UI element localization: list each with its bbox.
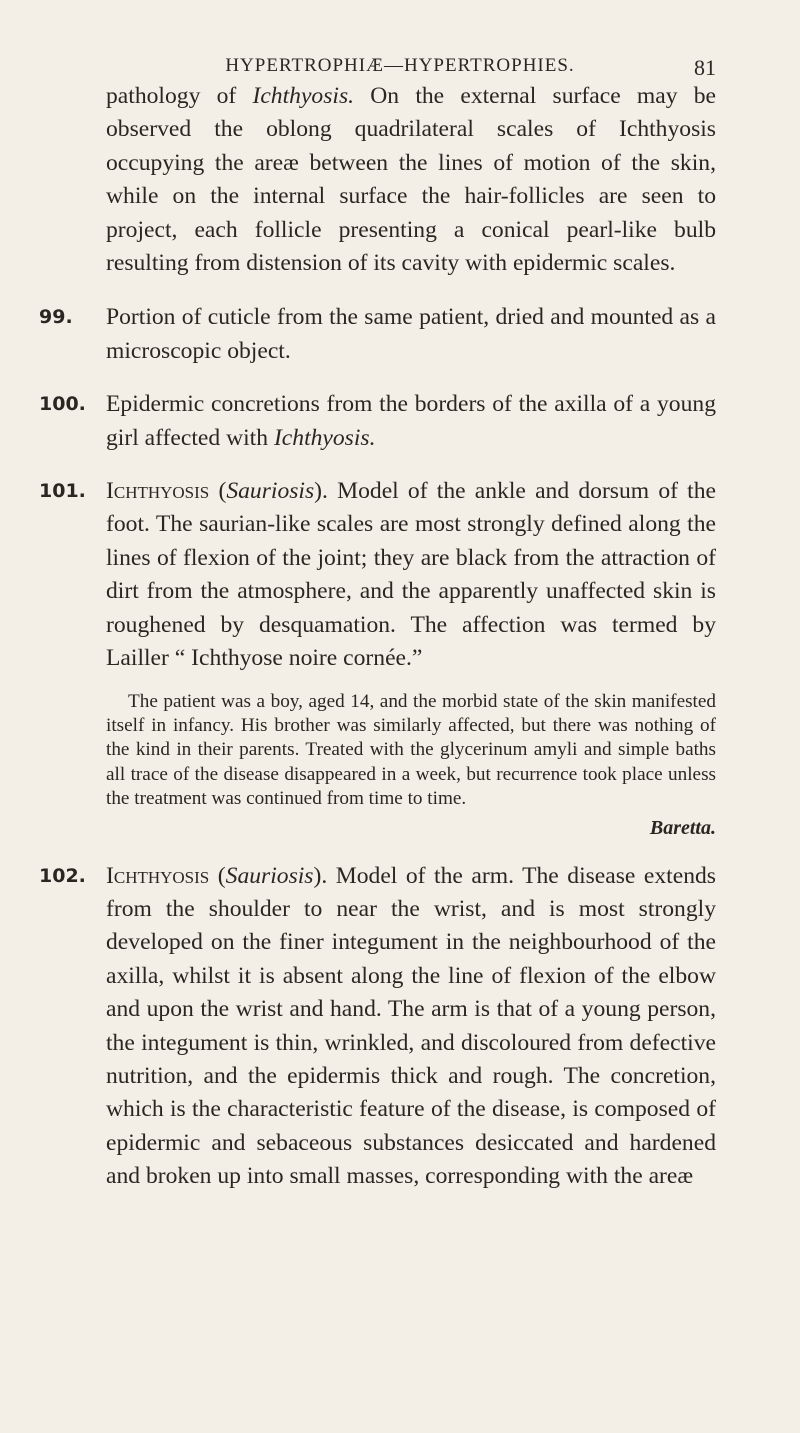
entry-text: Portion of cuticle from the same patient, dried and mounted as a microscopic object.: [106, 304, 716, 364]
intro-paragraph: pathology of Ichthyosis. On the external surface may be observed the oblong quadrilateral scales of Ichthyosis occupying the areæ between the lines of motion of the skin, while on the internal surface the hair-follicles are seen to project, each follicle presenting a conical pearl-like bulb resulting from distension of its cavity with epidermic scales.: [106, 83, 716, 277]
entry-number: 100.: [39, 393, 86, 416]
entry-text: Ichthyosis (Sauriosis). Model of the ankle and dorsum of the foot. The saurian-like scales are most strongly defined along the lines of flexion of the joint; they are black from the attraction of dirt from the atmosphere, and the apparently unaffected skin is roughened by desquamation. The affection was termed by Lailler “ Ichthyose noire cornée.”: [106, 478, 716, 672]
page-body: [39, 80, 716, 1194]
entry-102: [39, 860, 716, 1194]
signature: Baretta.: [649, 816, 716, 839]
entry-100: [39, 388, 716, 455]
entry-99: [39, 301, 716, 368]
entry-number: 101.: [39, 480, 86, 503]
entry-101: [39, 475, 716, 841]
running-title: HYPERTROPHIÆ—HYPERTROPHIES.: [225, 55, 575, 76]
page-number: 81: [694, 55, 716, 80]
entry-number: 99.: [39, 306, 73, 329]
entry-text: Epidermic concretions from the borders of the axilla of a young girl affected with Ichthyosis.: [106, 391, 716, 451]
entry-text: Ichthyosis (Sauriosis). Model of the arm. The disease extends from the shoulder to near the wrist, and is most strongly developed on the finer integument in the neighbourhood of the axilla, whilst it is absent along the line of flexion of the elbow and upon the wrist and hand. The arm is that of a young person, the integument is thin, wrinkled, and discoloured from defective nutrition, and the epidermis thick and rough. The concretion, which is the characteristic feature of the disease, is composed of epidermic and sebaceous substances desiccated and hardened and broken up into small masses, corresponding with the areæ: [106, 862, 716, 1190]
entry-number: 102.: [39, 864, 86, 887]
case-note: The patient was a boy, aged 14, and the morbid state of the skin manifested itself in infancy. His brother was similarly affected, but there was nothing of the kind in their parents. Treated with the glycerinum amyli and simple baths all trace of the disease disappeared in a week, but recurrence took place unless the treatment was continued from time to time.: [106, 690, 716, 810]
